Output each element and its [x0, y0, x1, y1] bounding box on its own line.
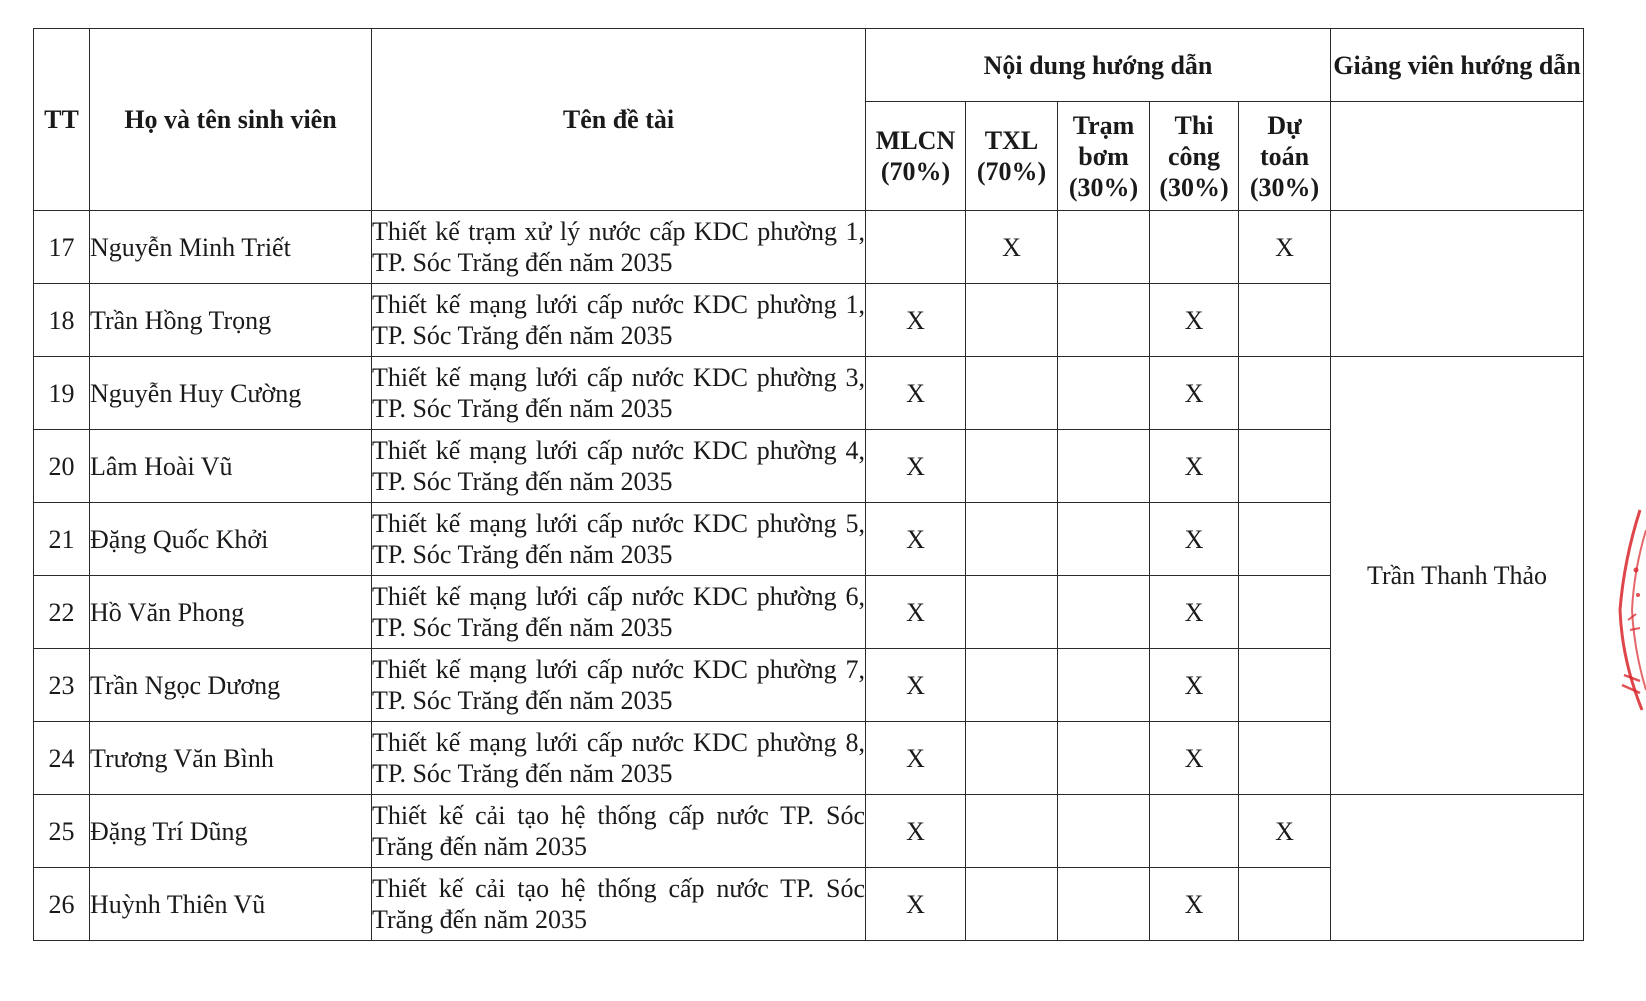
- cell-txl: [966, 576, 1058, 649]
- cell-thi-cong: X: [1150, 868, 1239, 941]
- cell-mlcn: X: [866, 795, 966, 868]
- cell-thi-cong: [1150, 211, 1239, 284]
- cell-txl: X: [966, 211, 1058, 284]
- cell-du-toan: [1239, 576, 1331, 649]
- cell-thi-cong: X: [1150, 576, 1239, 649]
- cell-du-toan: [1239, 284, 1331, 357]
- header-student-name: Họ và tên sinh viên: [90, 29, 372, 211]
- cell-txl: [966, 430, 1058, 503]
- cell-thi-cong: X: [1150, 430, 1239, 503]
- cell-thi-cong: X: [1150, 722, 1239, 795]
- cell-thi-cong: X: [1150, 284, 1239, 357]
- cell-mlcn: X: [866, 284, 966, 357]
- cell-topic: Thiết kế cải tạo hệ thống cấp nước TP. Sóc Trăng đến năm 2035: [372, 795, 866, 868]
- cell-student-name: Trần Ngọc Dương: [90, 649, 372, 722]
- cell-du-toan: [1239, 357, 1331, 430]
- cell-txl: [966, 284, 1058, 357]
- header-tt: TT: [34, 29, 90, 211]
- header-du-toan-line2: toán: [1259, 141, 1310, 171]
- cell-tram-bom: [1058, 868, 1150, 941]
- cell-mlcn: X: [866, 722, 966, 795]
- cell-tram-bom: [1058, 503, 1150, 576]
- cell-student-name: Nguyễn Minh Triết: [90, 211, 372, 284]
- header-mlcn-line2: (70%): [880, 157, 951, 186]
- cell-mlcn: [866, 211, 966, 284]
- cell-topic: Thiết kế mạng lưới cấp nước KDC phường 6, TP. Sóc Trăng đến năm 2035: [372, 576, 866, 649]
- cell-mlcn: X: [866, 868, 966, 941]
- header-du-toan: [1239, 102, 1331, 211]
- red-stamp-fragment-icon: [1606, 500, 1646, 720]
- cell-tram-bom: [1058, 211, 1150, 284]
- header-du-toan-line1: Dự: [1267, 110, 1302, 140]
- cell-mlcn: X: [866, 503, 966, 576]
- header-tram-bom: [1058, 102, 1150, 211]
- table-row: [34, 795, 1584, 868]
- cell-student-name: Hồ Văn Phong: [90, 576, 372, 649]
- cell-txl: [966, 357, 1058, 430]
- header-tram-bom-line2: bơm: [1078, 141, 1129, 171]
- cell-du-toan: [1239, 649, 1331, 722]
- header-tram-bom-line3: (30%): [1068, 172, 1139, 202]
- cell-du-toan: X: [1239, 795, 1331, 868]
- cell-thi-cong: X: [1150, 503, 1239, 576]
- cell-student-name: Nguyễn Huy Cường: [90, 357, 372, 430]
- header-content-group: Nội dung hướng dẫn: [866, 29, 1331, 102]
- cell-txl: [966, 503, 1058, 576]
- header-mlcn: [866, 102, 966, 211]
- cell-tram-bom: [1058, 430, 1150, 503]
- cell-student-name: Trương Văn Bình: [90, 722, 372, 795]
- cell-tt: 18: [34, 284, 90, 357]
- cell-txl: [966, 649, 1058, 722]
- header-thi-cong: [1150, 102, 1239, 211]
- header-txl: [966, 102, 1058, 211]
- cell-thi-cong: X: [1150, 649, 1239, 722]
- cell-du-toan: [1239, 430, 1331, 503]
- thesis-assignment-table: [33, 28, 1584, 941]
- cell-advisor: [1331, 795, 1584, 941]
- cell-tram-bom: [1058, 357, 1150, 430]
- header-tram-bom-line1: Trạm: [1072, 110, 1135, 140]
- cell-txl: [966, 722, 1058, 795]
- cell-student-name: Đặng Quốc Khởi: [90, 503, 372, 576]
- cell-tram-bom: [1058, 284, 1150, 357]
- table-row: [34, 211, 1584, 284]
- header-txl-line1: TXL: [984, 126, 1039, 155]
- cell-du-toan: [1239, 722, 1331, 795]
- header-du-toan-line3: (30%): [1249, 172, 1320, 202]
- cell-tt: 25: [34, 795, 90, 868]
- cell-tt: 22: [34, 576, 90, 649]
- cell-topic: Thiết kế mạng lưới cấp nước KDC phường 3, TP. Sóc Trăng đến năm 2035: [372, 357, 866, 430]
- cell-student-name: Trần Hồng Trọng: [90, 284, 372, 357]
- header-advisor: Giảng viên hướng dẫn: [1331, 29, 1584, 102]
- cell-tt: 24: [34, 722, 90, 795]
- cell-topic: Thiết kế mạng lưới cấp nước KDC phường 7, TP. Sóc Trăng đến năm 2035: [372, 649, 866, 722]
- cell-advisor: [1331, 211, 1584, 357]
- cell-topic: Thiết kế mạng lưới cấp nước KDC phường 4, TP. Sóc Trăng đến năm 2035: [372, 430, 866, 503]
- cell-mlcn: X: [866, 357, 966, 430]
- cell-student-name: Huỳnh Thiên Vũ: [90, 868, 372, 941]
- cell-thi-cong: X: [1150, 357, 1239, 430]
- cell-topic: Thiết kế mạng lưới cấp nước KDC phường 1, TP. Sóc Trăng đến năm 2035: [372, 284, 866, 357]
- cell-tram-bom: [1058, 649, 1150, 722]
- cell-tt: 23: [34, 649, 90, 722]
- cell-topic: Thiết kế mạng lưới cấp nước KDC phường 8, TP. Sóc Trăng đến năm 2035: [372, 722, 866, 795]
- cell-tram-bom: [1058, 795, 1150, 868]
- header-topic: Tên đề tài: [372, 29, 866, 211]
- header-thi-cong-line2: công: [1168, 141, 1220, 171]
- cell-mlcn: X: [866, 649, 966, 722]
- cell-topic: Thiết kế mạng lưới cấp nước KDC phường 5, TP. Sóc Trăng đến năm 2035: [372, 503, 866, 576]
- table-row: [34, 357, 1584, 430]
- header-mlcn-line1: MLCN: [875, 126, 956, 155]
- cell-tt: 21: [34, 503, 90, 576]
- cell-tt: 19: [34, 357, 90, 430]
- cell-tram-bom: [1058, 722, 1150, 795]
- cell-mlcn: X: [866, 430, 966, 503]
- header-txl-line2: (70%): [976, 157, 1047, 186]
- cell-du-toan: X: [1239, 211, 1331, 284]
- cell-tram-bom: [1058, 576, 1150, 649]
- cell-txl: [966, 868, 1058, 941]
- cell-tt: 20: [34, 430, 90, 503]
- cell-topic: Thiết kế trạm xử lý nước cấp KDC phường 1, TP. Sóc Trăng đến năm 2035: [372, 211, 866, 284]
- cell-du-toan: [1239, 503, 1331, 576]
- cell-thi-cong: [1150, 795, 1239, 868]
- header-advisor-blank: [1331, 102, 1584, 211]
- header-thi-cong-line3: (30%): [1159, 172, 1229, 202]
- cell-student-name: Lâm Hoài Vũ: [90, 430, 372, 503]
- cell-tt: 26: [34, 868, 90, 941]
- cell-du-toan: [1239, 868, 1331, 941]
- cell-tt: 17: [34, 211, 90, 284]
- cell-advisor: Trần Thanh Thảo: [1331, 357, 1584, 795]
- cell-txl: [966, 795, 1058, 868]
- cell-topic: Thiết kế cải tạo hệ thống cấp nước TP. Sóc Trăng đến năm 2035: [372, 868, 866, 941]
- cell-mlcn: X: [866, 576, 966, 649]
- cell-student-name: Đặng Trí Dũng: [90, 795, 372, 868]
- header-thi-cong-line1: Thi: [1174, 110, 1214, 140]
